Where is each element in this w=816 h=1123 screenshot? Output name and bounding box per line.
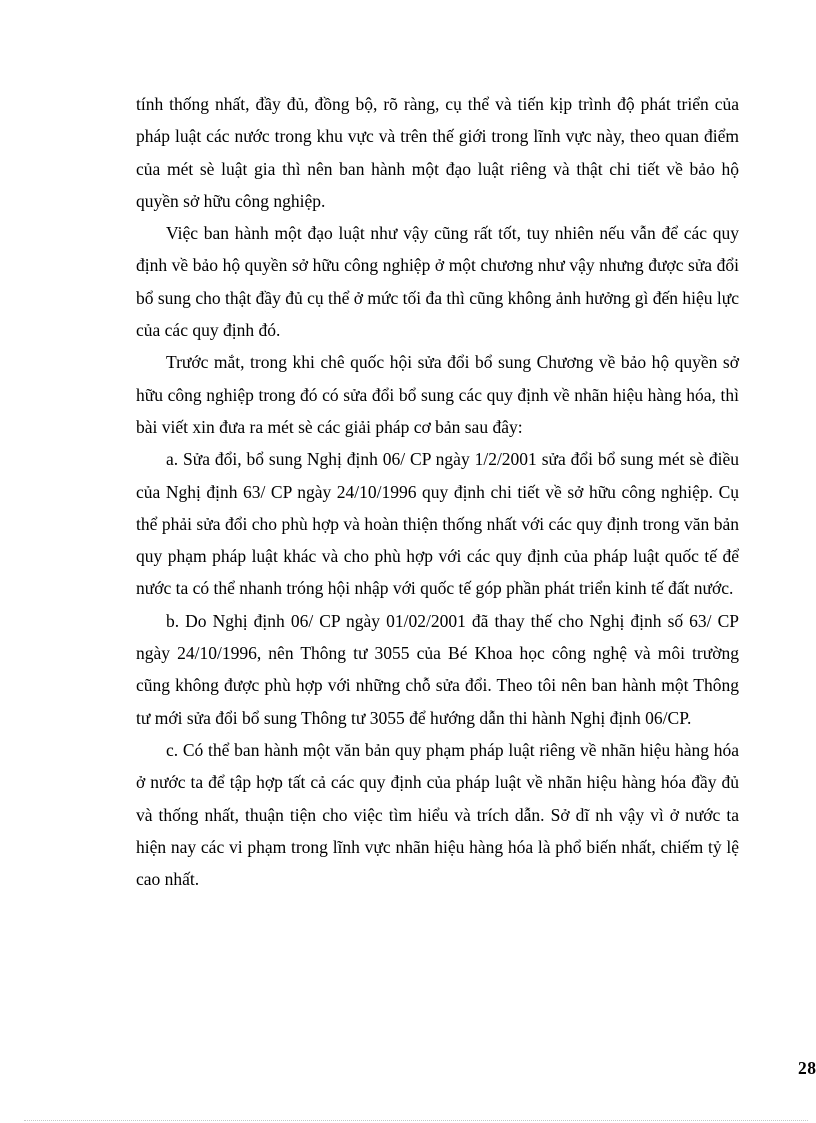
paragraph-5: b. Do Nghị định 06/ CP ngày 01/02/2001 đã thay thế cho Nghị định số 63/ CP ngày 24/10/1996, nên Thông tư 3055 của Bé Khoa học công nghệ và môi trường cũng không được phù hợp với những chỗ sửa đổi. Theo tôi nên ban hành một Thông tư mới sửa đổi bổ sung Thông tư 3055 để hướng dẫn thi hành Nghị định 06/CP.	[136, 610, 739, 728]
paragraph-3: Trước mắt, trong khi chê quốc hội sửa đổi bổ sung Chương về bảo hộ quyền sở hữu công nghiệp trong đó có sửa đổi bổ sung các quy định về nhãn hiệu hàng hóa, thì bài viết xin đưa ra mét sè các giải pháp cơ bản sau đây:	[136, 352, 739, 437]
paragraph-6: c. Có thể ban hành một văn bản quy phạm pháp luật riêng về nhãn hiệu hàng hóa ở nước ta để tập hợp tất cả các quy định của pháp luật về nhãn hiệu hàng hóa đầy đủ và thống nhất, thuận tiện cho việc tìm hiểu và trích dẫn. Sở dĩ nh vậy vì ở nước ta hiện nay các vi phạm trong lĩnh vực nhãn hiệu hàng hóa là phổ biến nhất, chiếm tỷ lệ cao nhất.	[136, 739, 739, 890]
page-bottom-divider	[24, 1120, 808, 1121]
page-number: 28	[798, 1058, 816, 1078]
paragraph-4: a. Sửa đổi, bổ sung Nghị định 06/ CP ngày 1/2/2001 sửa đổi bổ sung mét sè điều của Nghị định 63/ CP ngày 24/10/1996 quy định chi tiết về sở hữu công nghiệp. Cụ thể phải sửa đổi cho phù hợp và hoàn thiện thống nhất với các quy định trong văn bản quy phạm pháp luật khác và cho phù hợp với các quy định của pháp luật quốc tế để nước ta có thể nhanh tróng hội nhập với quốc tế góp phần phát triển kinh tế đất nước.	[136, 449, 739, 599]
body-text	[136, 88, 739, 895]
paragraph-1: tính thống nhất, đầy đủ, đồng bộ, rõ ràng, cụ thể và tiến kịp trình độ phát triển của pháp luật các nước trong khu vực và trên thế giới trong lĩnh vực này, theo quan điểm của mét sè luật gia thì nên ban hành một đạo luật riêng và thật chi tiết về bảo hộ quyền sở hữu công nghiệp.	[136, 94, 739, 211]
paragraph-2: Việc ban hành một đạo luật như vậy cũng rất tốt, tuy nhiên nếu vẫn để các quy định về bảo hộ quyền sở hữu công nghiệp ở một chương như vậy nhưng được sửa đổi bổ sung cho thật đầy đủ cụ thể ở mức tối đa thì cũng không ảnh hưởng gì đến hiệu lực của các quy định đó.	[136, 223, 739, 341]
